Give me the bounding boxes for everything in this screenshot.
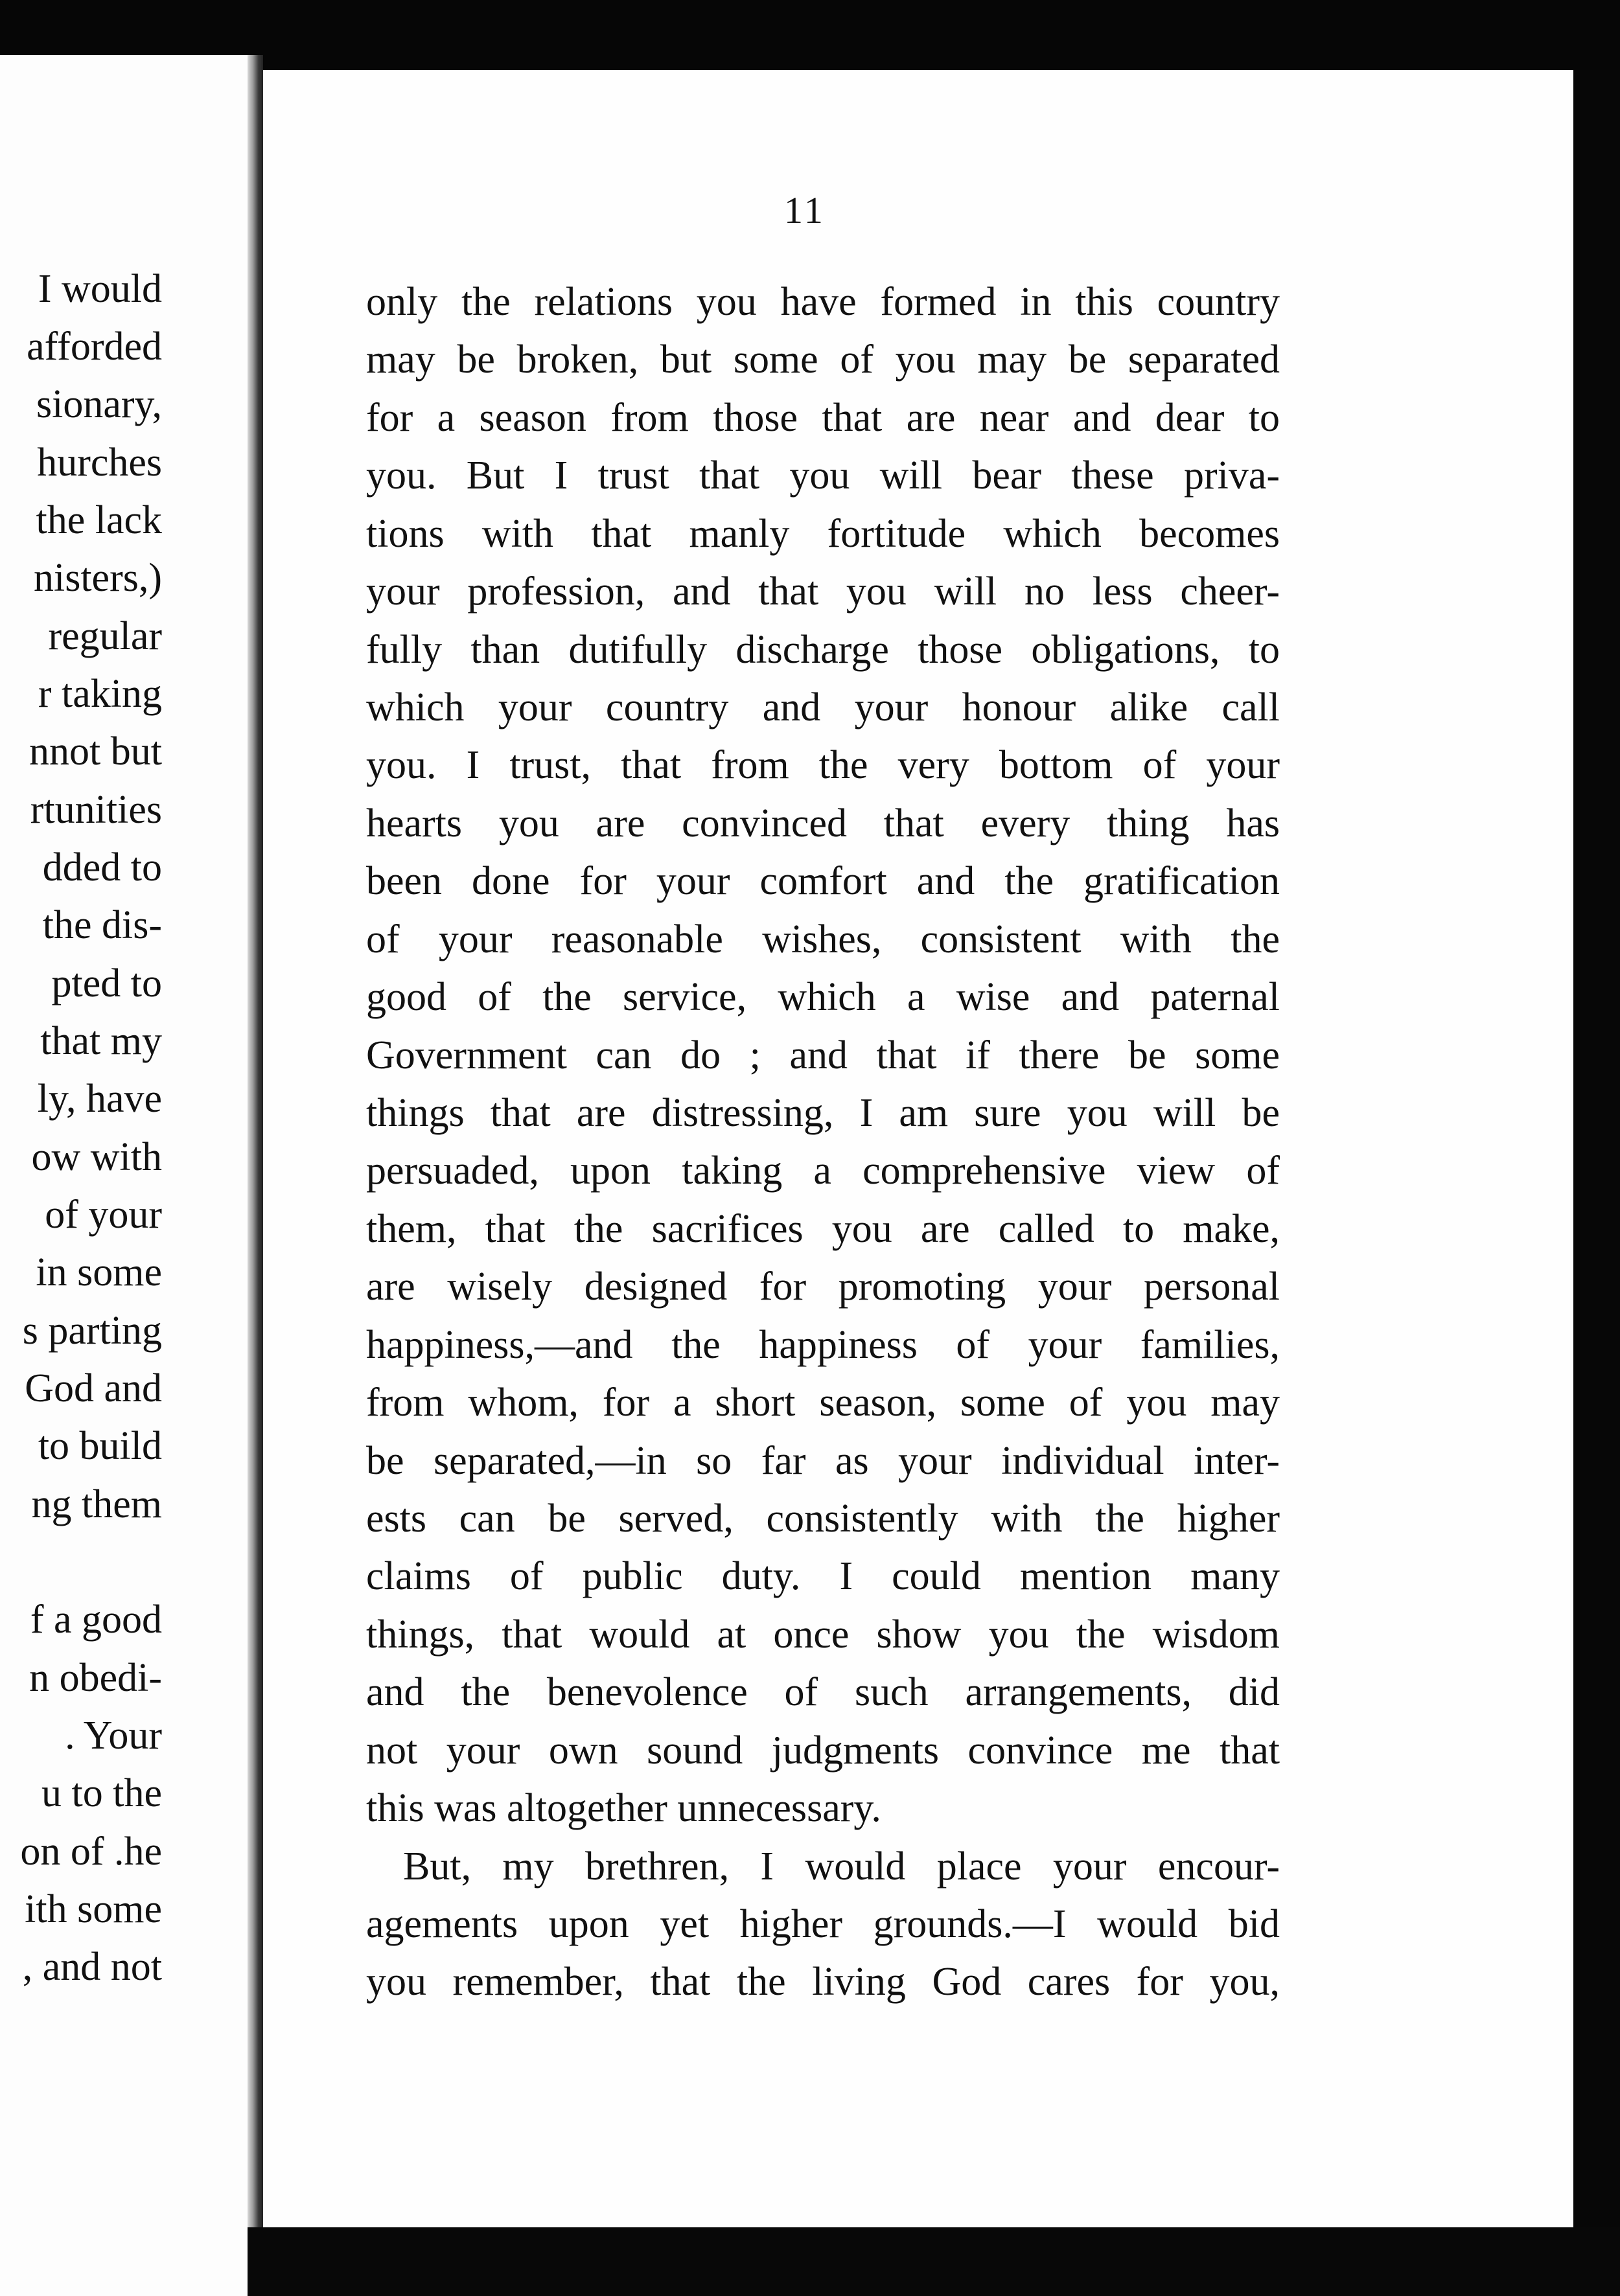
body-text-line: which your country and your honour alike call [366, 685, 1280, 729]
left-page-line: nisters,) [33, 556, 162, 600]
left-page-line: . Your [65, 1714, 162, 1758]
left-page-line: the lack [36, 498, 162, 542]
body-text-line: this was altogether unnecessary. [366, 1786, 881, 1830]
body-text-line: of your reasonable wishes, consistent with the [366, 917, 1280, 961]
book-gutter [248, 55, 263, 2296]
body-text-line: for a season from those that are near and dear to [366, 396, 1280, 440]
body-text-line: happiness,—and the happiness of your families, [366, 1323, 1280, 1367]
left-page-line: f a good [30, 1598, 162, 1642]
body-text-line: things, that would at once show you the wisdom [366, 1613, 1280, 1657]
body-text-line: are wisely designed for promoting your personal [366, 1265, 1280, 1309]
left-page-line: , and not [22, 1945, 162, 1989]
left-page-line: nnot but [29, 729, 162, 774]
left-page-line: pted to [51, 961, 162, 1005]
body-text-line: may be broken, but some of you may be separated [366, 338, 1280, 382]
body-text-line: from whom, for a short season, some of you may [366, 1381, 1280, 1425]
left-page-line: afforded [27, 325, 162, 369]
left-page-line: to build [38, 1424, 162, 1468]
page-number: 11 [784, 189, 826, 231]
body-text-line: tions with that manly fortitude which becomes [366, 512, 1280, 556]
body-text-line: been done for your comfort and the gratification [366, 859, 1280, 903]
body-text-line: persuaded, upon taking a comprehensive view of [366, 1149, 1280, 1193]
body-text-line: them, that the sacrifices you are called to make, [366, 1207, 1280, 1251]
left-page-line: r taking [38, 672, 162, 716]
body-text-line: ests can be served, consistently with the higher [366, 1497, 1280, 1541]
left-page-line: I would [38, 267, 162, 311]
body-text-line: agements upon yet higher grounds.—I would bid [366, 1902, 1280, 1946]
body-text-line: Government can do ; and that if there be some [366, 1033, 1280, 1077]
left-page-line: regular [48, 614, 162, 658]
body-text-line: fully than dutifully discharge those obligations, to [366, 628, 1280, 672]
left-page-line: ith some [25, 1887, 162, 1931]
left-page-line: hurches [37, 441, 162, 485]
body-text-line: only the relations you have formed in this country [366, 280, 1280, 324]
left-page-line: sionary, [36, 382, 162, 426]
left-page-line: in some [36, 1250, 162, 1294]
left-page-line: dded to [42, 845, 162, 890]
body-text-line: be separated,—in so far as your individual inter- [366, 1439, 1280, 1483]
left-page-line: rtunities [30, 788, 162, 832]
body-text-line: things that are distressing, I am sure you will be [366, 1091, 1280, 1135]
left-page-line: that my [40, 1019, 162, 1063]
body-text-line: you remember, that the living God cares for you, [366, 1960, 1280, 2004]
left-page-line: ly, have [37, 1077, 162, 1121]
body-text-line: claims of public duty. I could mention many [366, 1554, 1280, 1598]
scan-border-bottom [248, 2227, 1620, 2296]
left-page-line: of your [45, 1193, 162, 1237]
left-page-line: u to the [41, 1771, 162, 1815]
left-page-line: on of .he [20, 1830, 162, 1874]
left-page-line: the dis- [42, 903, 162, 947]
body-text-line: hearts you are convinced that every thing has [366, 801, 1280, 845]
left-page-line: God and [25, 1366, 162, 1410]
paragraph-first-line: But, my brethren, I would place your encour- [403, 1844, 1280, 1888]
body-text-line: you. I trust, that from the very bottom of your [366, 743, 1280, 787]
left-page-fragment [0, 55, 248, 2296]
body-text-line: not your own sound judgments convince me that [366, 1728, 1280, 1773]
left-page-line: n obedi- [29, 1656, 162, 1700]
body-text-line: good of the service, which a wise and paternal [366, 975, 1280, 1019]
left-page-line: ow with [31, 1135, 162, 1179]
left-page-line: ng them [31, 1482, 162, 1526]
body-text-line: your profession, and that you will no less cheer- [366, 569, 1280, 614]
body-text-line: you. But I trust that you will bear these priva- [366, 453, 1280, 498]
left-page-line: s parting [22, 1309, 162, 1353]
body-text-line: and the benevolence of such arrangements, did [366, 1670, 1280, 1714]
scan-border-right [1573, 70, 1620, 2296]
